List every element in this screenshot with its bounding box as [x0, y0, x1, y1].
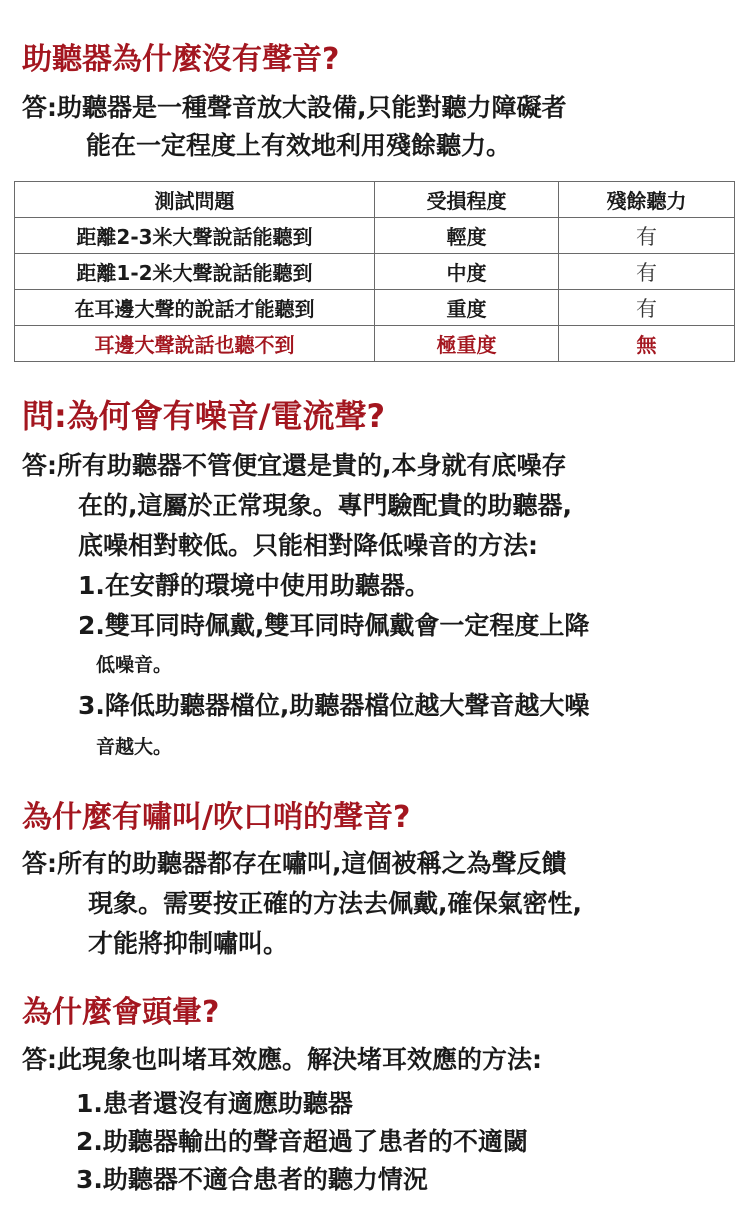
hearing-loss-table: [14, 181, 735, 362]
table-row: [15, 218, 735, 254]
section-title-whistling: 為什麼有嘯叫/吹口哨的聲音?: [22, 800, 411, 835]
table-cell: 耳邊大聲說話也聽不到: [15, 326, 375, 362]
answer-line: 能在一定程度上有效地利用殘餘聽力。: [86, 131, 512, 160]
section-title-noise: 問:為何會有噪音/電流聲?: [22, 397, 386, 435]
list-item: 3.降低助聽器檔位,助聽器檔位越大聲音越大噪: [78, 691, 590, 720]
list-item: 2.助聽器輸出的聲音超過了患者的不適閾: [76, 1127, 528, 1156]
list-item-continuation: 音越大。: [96, 736, 173, 758]
table-cell: 重度: [375, 290, 559, 326]
table-cell: 中度: [375, 254, 559, 290]
table-row-severe: [15, 326, 735, 362]
answer-line: 底噪相對較低。只能相對降低噪音的方法:: [78, 531, 538, 560]
table-cell: 有: [559, 290, 735, 326]
answer-line: 現象。需要按正確的方法去佩戴,確保氣密性,: [88, 889, 582, 918]
table-cell: 輕度: [375, 218, 559, 254]
answer-line: 答:助聽器是一種聲音放大設備,只能對聽力障礙者: [22, 93, 567, 122]
section-title-dizziness: 為什麼會頭暈?: [22, 995, 220, 1030]
table-cell: 距離1-2米大聲說話能聽到: [15, 254, 375, 290]
table-row: [15, 254, 735, 290]
table-row: [15, 290, 735, 326]
list-item: 2.雙耳同時佩戴,雙耳同時佩戴會一定程度上降: [78, 611, 590, 640]
answer-line: 答:所有的助聽器都存在嘯叫,這個被稱之為聲反饋: [22, 849, 567, 878]
table-header-cell: 殘餘聽力: [559, 182, 735, 218]
section-title-no-sound: 助聽器為什麼沒有聲音?: [22, 42, 340, 77]
table-header-row: [15, 182, 735, 218]
table-cell: 無: [559, 326, 735, 362]
answer-line: 才能將抑制嘯叫。: [88, 929, 289, 958]
answer-line: 答:此現象也叫堵耳效應。解決堵耳效應的方法:: [22, 1045, 542, 1074]
list-item-continuation: 低噪音。: [96, 654, 173, 676]
table-header-cell: 測試問題: [15, 182, 375, 218]
table-cell: 距離2-3米大聲說話能聽到: [15, 218, 375, 254]
answer-line: 在的,這屬於正常現象。專門驗配貴的助聽器,: [78, 491, 572, 520]
table-cell: 在耳邊大聲的說話才能聽到: [15, 290, 375, 326]
table-cell: 有: [559, 254, 735, 290]
answer-line: 答:所有助聽器不管便宜還是貴的,本身就有底噪存: [22, 451, 567, 480]
list-item: 1.在安靜的環境中使用助聽器。: [78, 571, 430, 600]
table-cell: 極重度: [375, 326, 559, 362]
list-item: 1.患者還沒有適應助聽器: [76, 1089, 353, 1118]
table-cell: 有: [559, 218, 735, 254]
table-header-cell: 受損程度: [375, 182, 559, 218]
list-item: 3.助聽器不適合患者的聽力情況: [76, 1165, 428, 1194]
